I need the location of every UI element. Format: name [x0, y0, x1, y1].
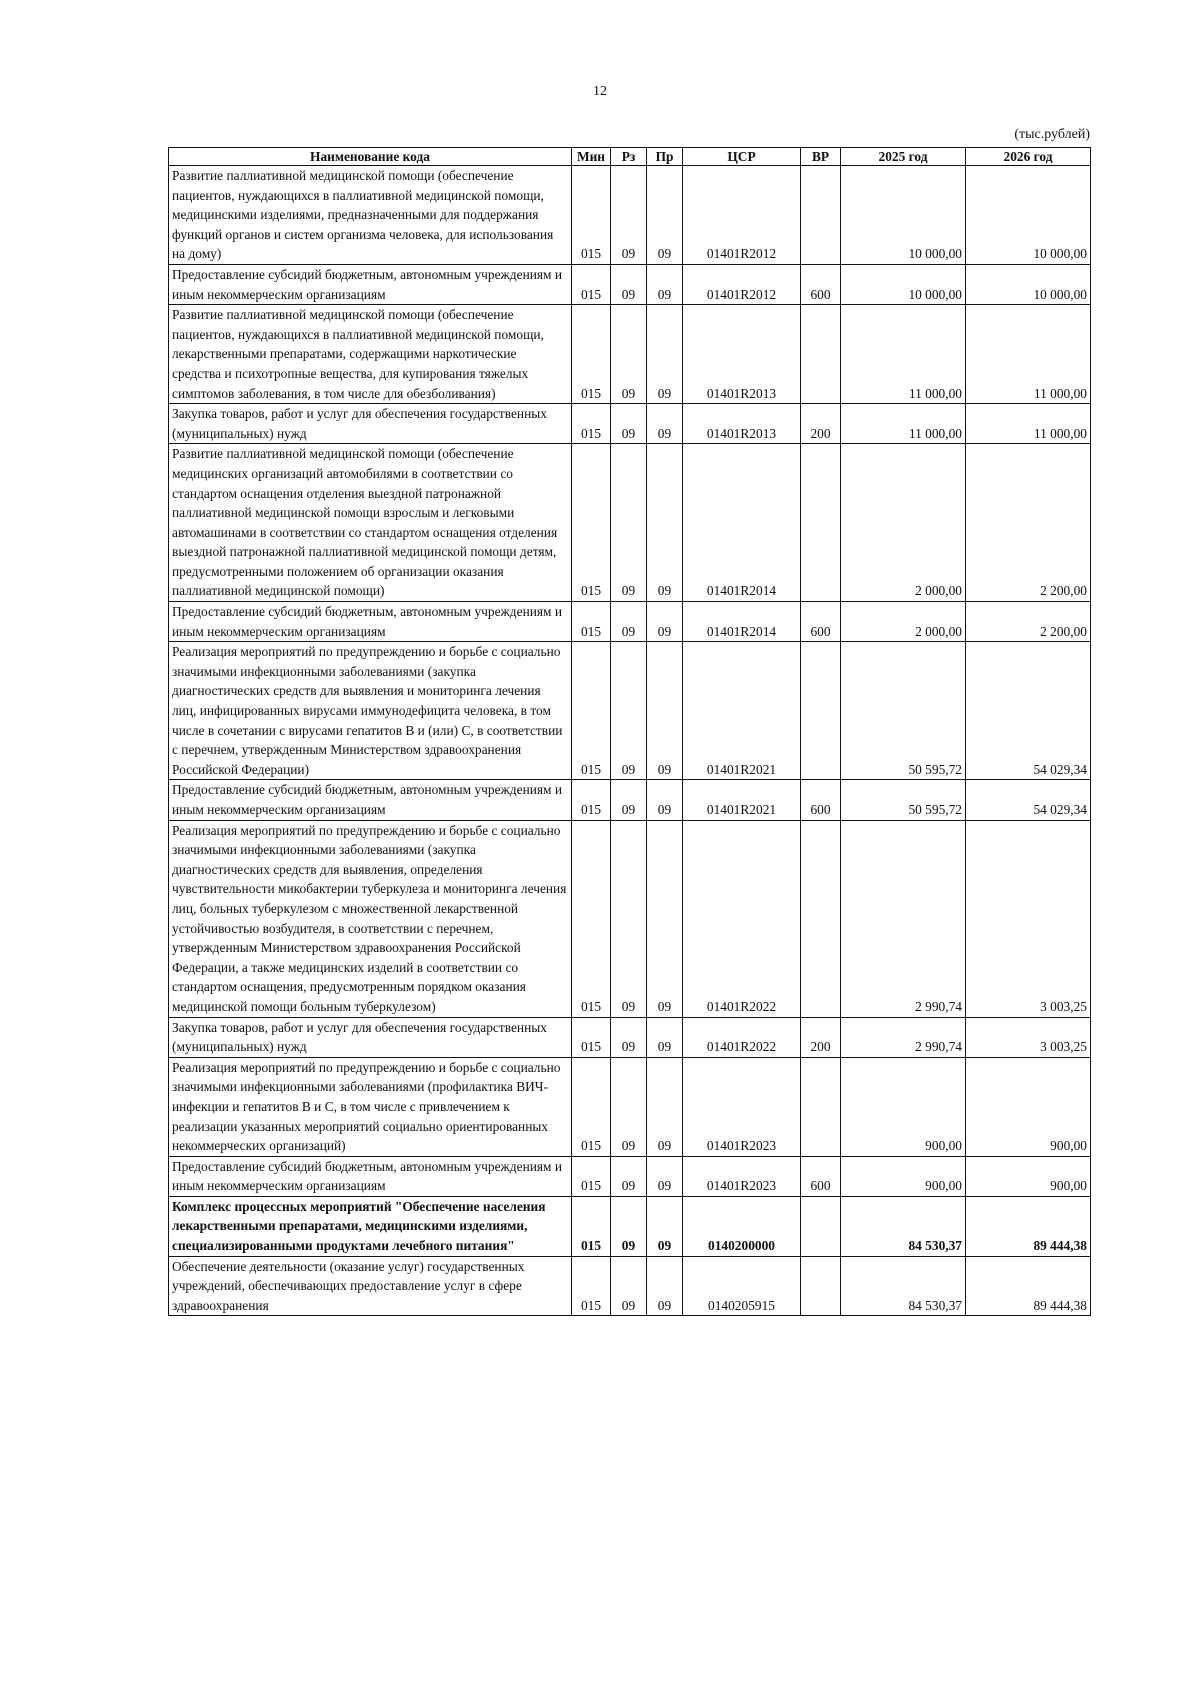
cell-vr [801, 642, 841, 780]
cell-csr: 01401R2022 [683, 1017, 801, 1057]
table-row [169, 1057, 1091, 1156]
table-row [169, 602, 1091, 642]
cell-pr: 09 [647, 1017, 683, 1057]
cell-2025: 900,00 [841, 1156, 966, 1196]
table-row [169, 1017, 1091, 1057]
cell-csr: 01401R2023 [683, 1057, 801, 1156]
cell-csr: 0140200000 [683, 1196, 801, 1256]
cell-min: 015 [572, 1196, 611, 1256]
cell-name: Предоставление субсидий бюджетным, автономным учреждениям и иным некоммерческим организациям [169, 264, 572, 304]
cell-csr: 01401R2021 [683, 780, 801, 820]
unit-note: (тыс.рублей) [1014, 127, 1090, 142]
cell-2026: 3 003,25 [966, 1017, 1091, 1057]
cell-2025: 2 000,00 [841, 602, 966, 642]
table-row [169, 444, 1091, 602]
cell-pr: 09 [647, 1156, 683, 1196]
cell-2026: 3 003,25 [966, 820, 1091, 1017]
header-pr: Пр [647, 148, 683, 166]
cell-pr: 09 [647, 780, 683, 820]
table-row [169, 404, 1091, 444]
cell-min: 015 [572, 1256, 611, 1316]
cell-2025: 84 530,37 [841, 1196, 966, 1256]
cell-2025: 2 000,00 [841, 444, 966, 602]
header-2025: 2025 год [841, 148, 966, 166]
cell-2026: 2 200,00 [966, 444, 1091, 602]
cell-rz: 09 [611, 404, 647, 444]
table-row [169, 166, 1091, 265]
cell-min: 015 [572, 642, 611, 780]
cell-pr: 09 [647, 305, 683, 404]
cell-min: 015 [572, 444, 611, 602]
cell-rz: 09 [611, 642, 647, 780]
cell-2026: 10 000,00 [966, 166, 1091, 265]
cell-min: 015 [572, 404, 611, 444]
cell-rz: 09 [611, 602, 647, 642]
cell-min: 015 [572, 602, 611, 642]
cell-csr: 01401R2013 [683, 305, 801, 404]
table-body [169, 166, 1091, 1316]
cell-2026: 10 000,00 [966, 264, 1091, 304]
cell-name: Предоставление субсидий бюджетным, автономным учреждениям и иным некоммерческим организациям [169, 602, 572, 642]
cell-csr: 01401R2013 [683, 404, 801, 444]
page-number: 12 [593, 84, 607, 99]
cell-name: Реализация мероприятий по предупреждению и борьбе с социально значимыми инфекционными заболеваниями (профилактика ВИЧ-инфекции и гепатитов В и С, в том числе с привлечением к реализации указанных мероприятий социально ориентированных некоммерческих организаций) [169, 1057, 572, 1156]
cell-rz: 09 [611, 1057, 647, 1156]
cell-2025: 11 000,00 [841, 305, 966, 404]
cell-vr [801, 305, 841, 404]
cell-vr [801, 166, 841, 265]
cell-csr: 01401R2012 [683, 166, 801, 265]
cell-rz: 09 [611, 264, 647, 304]
cell-vr: 600 [801, 602, 841, 642]
cell-name: Предоставление субсидий бюджетным, автономным учреждениям и иным некоммерческим организациям [169, 1156, 572, 1196]
table-row [169, 264, 1091, 304]
cell-name: Реализация мероприятий по предупреждению и борьбе с социально значимыми инфекционными заболеваниями (закупка диагностических средств для выявления и мониторинга лечения лиц, инфицированных вирусами иммунодефицита человека, в том числе в сочетании с вирусами гепатитов В и (или) С, в соответствии с перечнем, утвержденным Министерством здравоохранения Российской Федерации) [169, 642, 572, 780]
cell-2026: 900,00 [966, 1156, 1091, 1196]
cell-csr: 01401R2014 [683, 444, 801, 602]
table-row [169, 305, 1091, 404]
header-name: Наименование кода [169, 148, 572, 166]
cell-min: 015 [572, 1057, 611, 1156]
cell-name: Развитие паллиативной медицинской помощи (обеспечение пациентов, нуждающихся в паллиативной медицинской помощи, медицинскими изделиями, предназначенными для поддержания функций органов и систем организма человека, для использования на дому) [169, 166, 572, 265]
cell-2025: 50 595,72 [841, 780, 966, 820]
header-min: Мин [572, 148, 611, 166]
cell-csr: 01401R2022 [683, 820, 801, 1017]
cell-min: 015 [572, 1017, 611, 1057]
cell-rz: 09 [611, 1017, 647, 1057]
header-2026: 2026 год [966, 148, 1091, 166]
cell-pr: 09 [647, 1196, 683, 1256]
cell-2026: 11 000,00 [966, 305, 1091, 404]
cell-2025: 2 990,74 [841, 820, 966, 1017]
cell-pr: 09 [647, 166, 683, 265]
cell-min: 015 [572, 780, 611, 820]
header-vr: ВР [801, 148, 841, 166]
cell-pr: 09 [647, 264, 683, 304]
header-csr: ЦСР [683, 148, 801, 166]
cell-2025: 84 530,37 [841, 1256, 966, 1316]
cell-2025: 10 000,00 [841, 264, 966, 304]
cell-min: 015 [572, 1156, 611, 1196]
cell-pr: 09 [647, 1057, 683, 1156]
cell-vr [801, 444, 841, 602]
cell-name: Развитие паллиативной медицинской помощи (обеспечение пациентов, нуждающихся в паллиативной медицинской помощи, лекарственными препаратами, содержащими наркотические средства и психотропные вещества, для купирования тяжелых симптомов заболевания, в том числе для обезболивания) [169, 305, 572, 404]
cell-vr: 200 [801, 1017, 841, 1057]
cell-pr: 09 [647, 1256, 683, 1316]
cell-csr: 01401R2014 [683, 602, 801, 642]
cell-2025: 11 000,00 [841, 404, 966, 444]
cell-pr: 09 [647, 602, 683, 642]
table-row [169, 820, 1091, 1017]
budget-table [168, 147, 1091, 1316]
cell-2026: 11 000,00 [966, 404, 1091, 444]
cell-2025: 900,00 [841, 1057, 966, 1156]
cell-vr: 600 [801, 1156, 841, 1196]
cell-name: Предоставление субсидий бюджетным, автономным учреждениям и иным некоммерческим организациям [169, 780, 572, 820]
cell-csr: 01401R2021 [683, 642, 801, 780]
cell-vr [801, 1256, 841, 1316]
cell-rz: 09 [611, 166, 647, 265]
cell-vr: 200 [801, 404, 841, 444]
cell-csr: 0140205915 [683, 1256, 801, 1316]
table-row [169, 1156, 1091, 1196]
cell-2026: 89 444,38 [966, 1256, 1091, 1316]
cell-name: Развитие паллиативной медицинской помощи (обеспечение медицинских организаций автомобилями в соответствии со стандартом оснащения отделения выездной патронажной паллиативной медицинской помощи взрослым и легковыми автомашинами в соответствии со стандартом оснащения отделения выездной патронажной паллиативной медицинской помощи детям, предусмотренными положением об организации оказания паллиативной медицинской помощи) [169, 444, 572, 602]
cell-min: 015 [572, 264, 611, 304]
cell-vr: 600 [801, 780, 841, 820]
cell-2025: 10 000,00 [841, 166, 966, 265]
table-row [169, 642, 1091, 780]
cell-pr: 09 [647, 444, 683, 602]
cell-2025: 50 595,72 [841, 642, 966, 780]
table-row [169, 780, 1091, 820]
cell-rz: 09 [611, 780, 647, 820]
cell-min: 015 [572, 305, 611, 404]
table-row [169, 1256, 1091, 1316]
cell-rz: 09 [611, 1196, 647, 1256]
cell-min: 015 [572, 820, 611, 1017]
cell-vr [801, 1196, 841, 1256]
cell-2025: 2 990,74 [841, 1017, 966, 1057]
header-rz: Рз [611, 148, 647, 166]
cell-vr [801, 1057, 841, 1156]
cell-pr: 09 [647, 820, 683, 1017]
cell-rz: 09 [611, 1256, 647, 1316]
cell-name: Закупка товаров, работ и услуг для обеспечения государственных (муниципальных) нужд [169, 1017, 572, 1057]
cell-rz: 09 [611, 444, 647, 602]
cell-pr: 09 [647, 404, 683, 444]
cell-rz: 09 [611, 305, 647, 404]
cell-pr: 09 [647, 642, 683, 780]
cell-2026: 89 444,38 [966, 1196, 1091, 1256]
cell-rz: 09 [611, 820, 647, 1017]
cell-2026: 2 200,00 [966, 602, 1091, 642]
cell-2026: 900,00 [966, 1057, 1091, 1156]
cell-name: Закупка товаров, работ и услуг для обеспечения государственных (муниципальных) нужд [169, 404, 572, 444]
cell-vr: 600 [801, 264, 841, 304]
cell-name: Комплекс процессных мероприятий "Обеспечение населения лекарственными препаратами, медицинскими изделиями, специализированными продуктами лечебного питания" [169, 1196, 572, 1256]
cell-name: Реализация мероприятий по предупреждению и борьбе с социально значимыми инфекционными заболеваниями (закупка диагностических средств для выявления, определения чувствительности микобактерии туберкулеза и мониторинга лечения лиц, больных туберкулезом с множественной лекарственной устойчивостью возбудителя, в соответствии с перечнем, утвержденным Министерством здравоохранения Российской Федерации, а также медицинских изделий в соответствии со стандартом оснащения, предусмотренным порядком оказания медицинской помощи больным туберкулезом) [169, 820, 572, 1017]
cell-vr [801, 820, 841, 1017]
cell-csr: 01401R2012 [683, 264, 801, 304]
cell-rz: 09 [611, 1156, 647, 1196]
cell-min: 015 [572, 166, 611, 265]
cell-2026: 54 029,34 [966, 780, 1091, 820]
cell-name: Обеспечение деятельности (оказание услуг) государственных учреждений, обеспечивающих предоставление услуг в сфере здравоохранения [169, 1256, 572, 1316]
table-row [169, 1196, 1091, 1256]
cell-2026: 54 029,34 [966, 642, 1091, 780]
table-header-row [169, 148, 1091, 166]
cell-csr: 01401R2023 [683, 1156, 801, 1196]
